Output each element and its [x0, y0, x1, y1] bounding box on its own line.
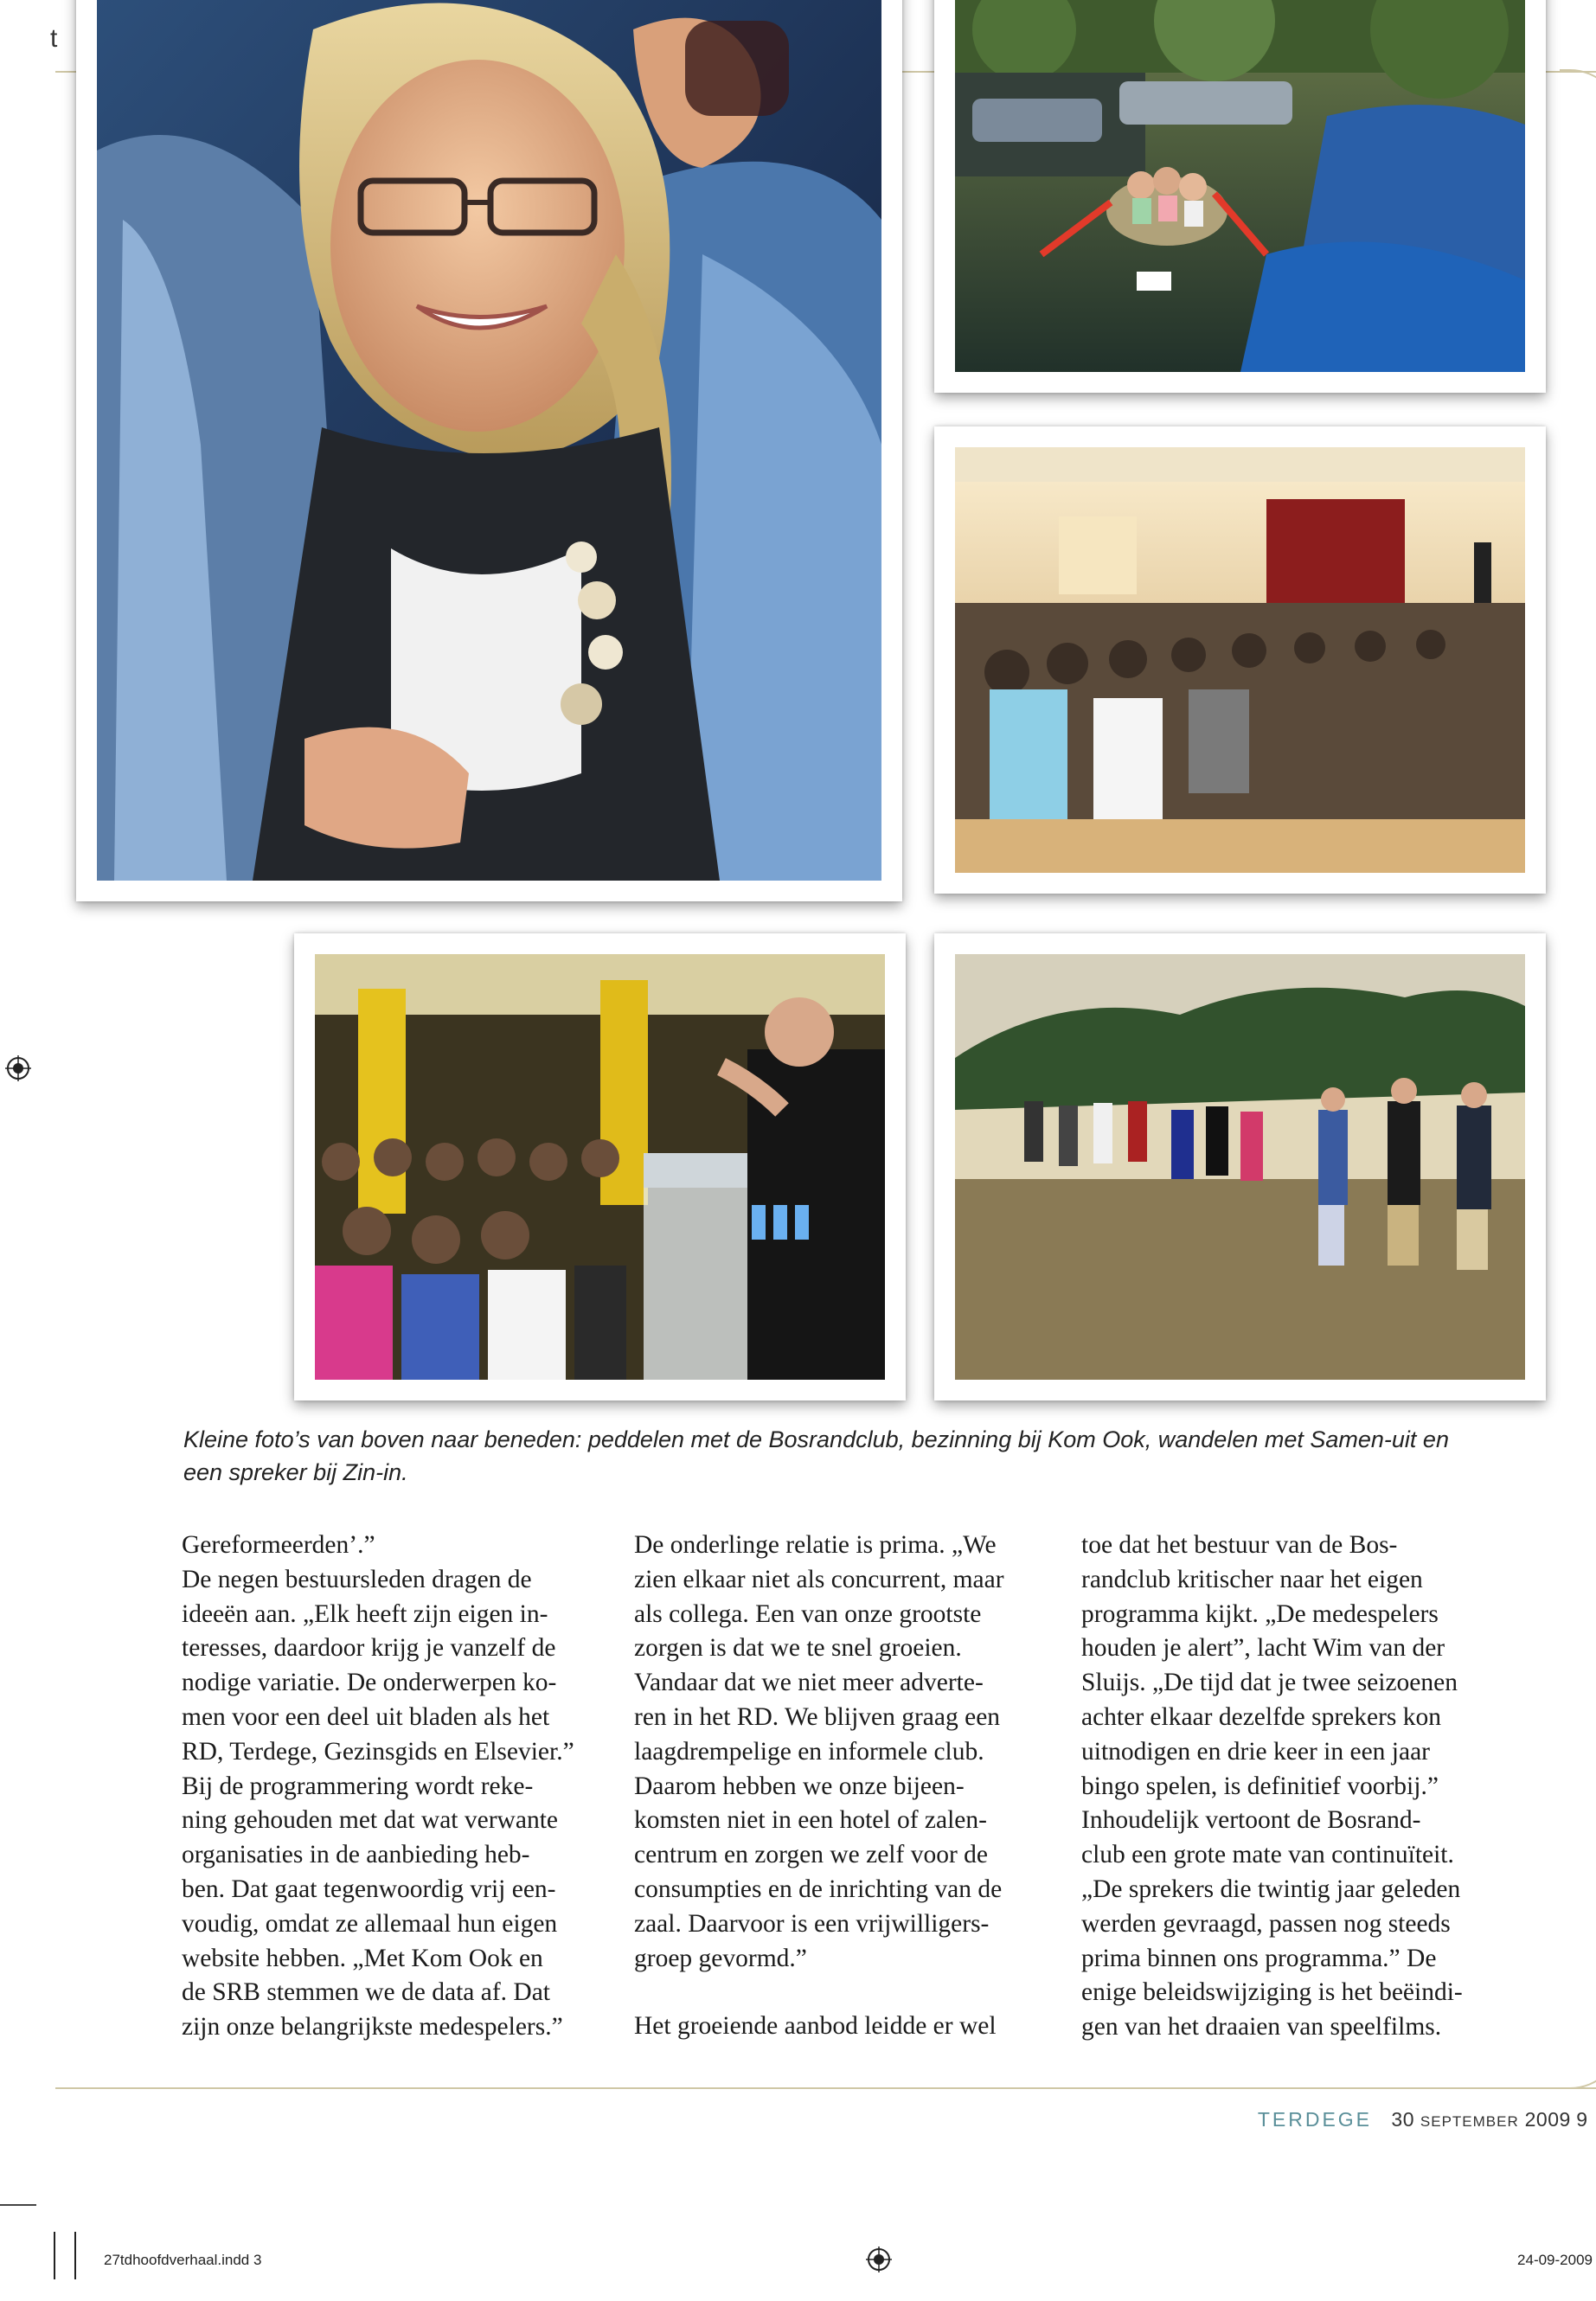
- bottom-rule: [55, 2087, 1596, 2089]
- article-paragraph: Gereformeerden’.” De negen bestuursleden dragen de ideeën aan. „Elk heeft zijn eigen in- teresses, daardoor krijg je vanzelf de nodige variatie. De onderwerpen ko- men voor een deel uit bladen als het RD, Terdege, Gezinsgids en Elsevier.” Bij de programmering wordt reke- ning gehouden met dat wat verwante organisaties in de aanbieding heb- ben. Dat gaat tegenwoordig vrij een- voudig, omdat ze allemaal hun eigen website hebben. „Met Kom Ook en de SRB stemmen we de data af. Dat zijn onze belangrijkste medespelers.”: [182, 1531, 574, 2041]
- registration-mark-icon: [866, 2247, 892, 2272]
- group-walking-photo: [955, 954, 1525, 1380]
- photo-frame-walking: [934, 933, 1546, 1400]
- article-column-2: [634, 1529, 1058, 2044]
- article-column-1: [182, 1529, 606, 2045]
- top-corner-curve: [1560, 69, 1596, 131]
- crop-mark: [74, 2232, 76, 2279]
- photo-caption: Kleine foto’s van boven naar beneden: peddelen met de Bosrandclub, bezinning bij Kom Ook, wandelen met Samen-uit en een spreker bij Zin-in.: [183, 1426, 1449, 1485]
- photo-frame-woman: [76, 0, 902, 901]
- article-paragraph: De onderlinge relatie is prima. „We zien elkaar niet als concurrent, maar als collega. Een van onze grootste zorgen is dat we te snel groeien. Vandaar dat we niet meer adverte- ren in het RD. We blijven graag een laagdrempelige en informele club. Daarom hebben we onze bijeen- komsten niet in een hotel of zalen- centrum en zorgen we zelf voor de consumpties en de inrichting van de zaal. Daarvoor is een vrijwilligers- groep gevormd.”: [634, 1531, 1004, 1972]
- slug-file-name: 27tdhoofdverhaal.indd 3: [104, 2252, 262, 2268]
- issue-date: 30 SEPTEMBER 2009: [1391, 2108, 1571, 2131]
- speaker-at-lectern-photo: [315, 954, 885, 1380]
- photo-frame-speaker: [294, 933, 906, 1400]
- photo-frame-lecture-hall: [934, 426, 1546, 894]
- canoe-paddling-photo: [955, 0, 1525, 372]
- registration-mark-icon: [5, 1055, 31, 1081]
- slug-date: 24-09-2009: [1517, 2252, 1593, 2268]
- woman-with-glasses-photo: [97, 0, 881, 881]
- lecture-hall-audience-photo: [955, 447, 1525, 873]
- crop-mark: [54, 2232, 55, 2279]
- page-number: 9: [1576, 2108, 1587, 2131]
- bottom-corner-curve: [1560, 2029, 1596, 2089]
- article-paragraph: toe dat het bestuur van de Bos- randclub kritischer naar het eigen programma kijkt. „De medespelers houden je alert”, lacht Wim van der Sluijs. „De tijd dat je twee seizoenen achter elkaar dezelfde sprekers kon uitnodigen en drie keer in een jaar bingo spelen, is definitief voorbij.” Inhoudelijk vertoont de Bosrand- club een grote mate van continuïteit. „De sprekers die twintig jaar geleden werden gevraagd, passen nog steeds prima binnen ons programma.” De enige beleidswijziging is het beëindi- gen van het draaien van speelfilms.: [1081, 1531, 1463, 2041]
- edge-letter: t: [50, 24, 58, 53]
- magazine-name: TERDEGE: [1257, 2108, 1373, 2131]
- page-folio: [1258, 2108, 1587, 2131]
- article-paragraph: Het groeiende aanbod leidde er wel: [634, 2012, 997, 2041]
- photo-frame-canoe: [934, 0, 1546, 393]
- crop-mark: [0, 2204, 36, 2206]
- article-column-3: [1081, 1529, 1505, 2045]
